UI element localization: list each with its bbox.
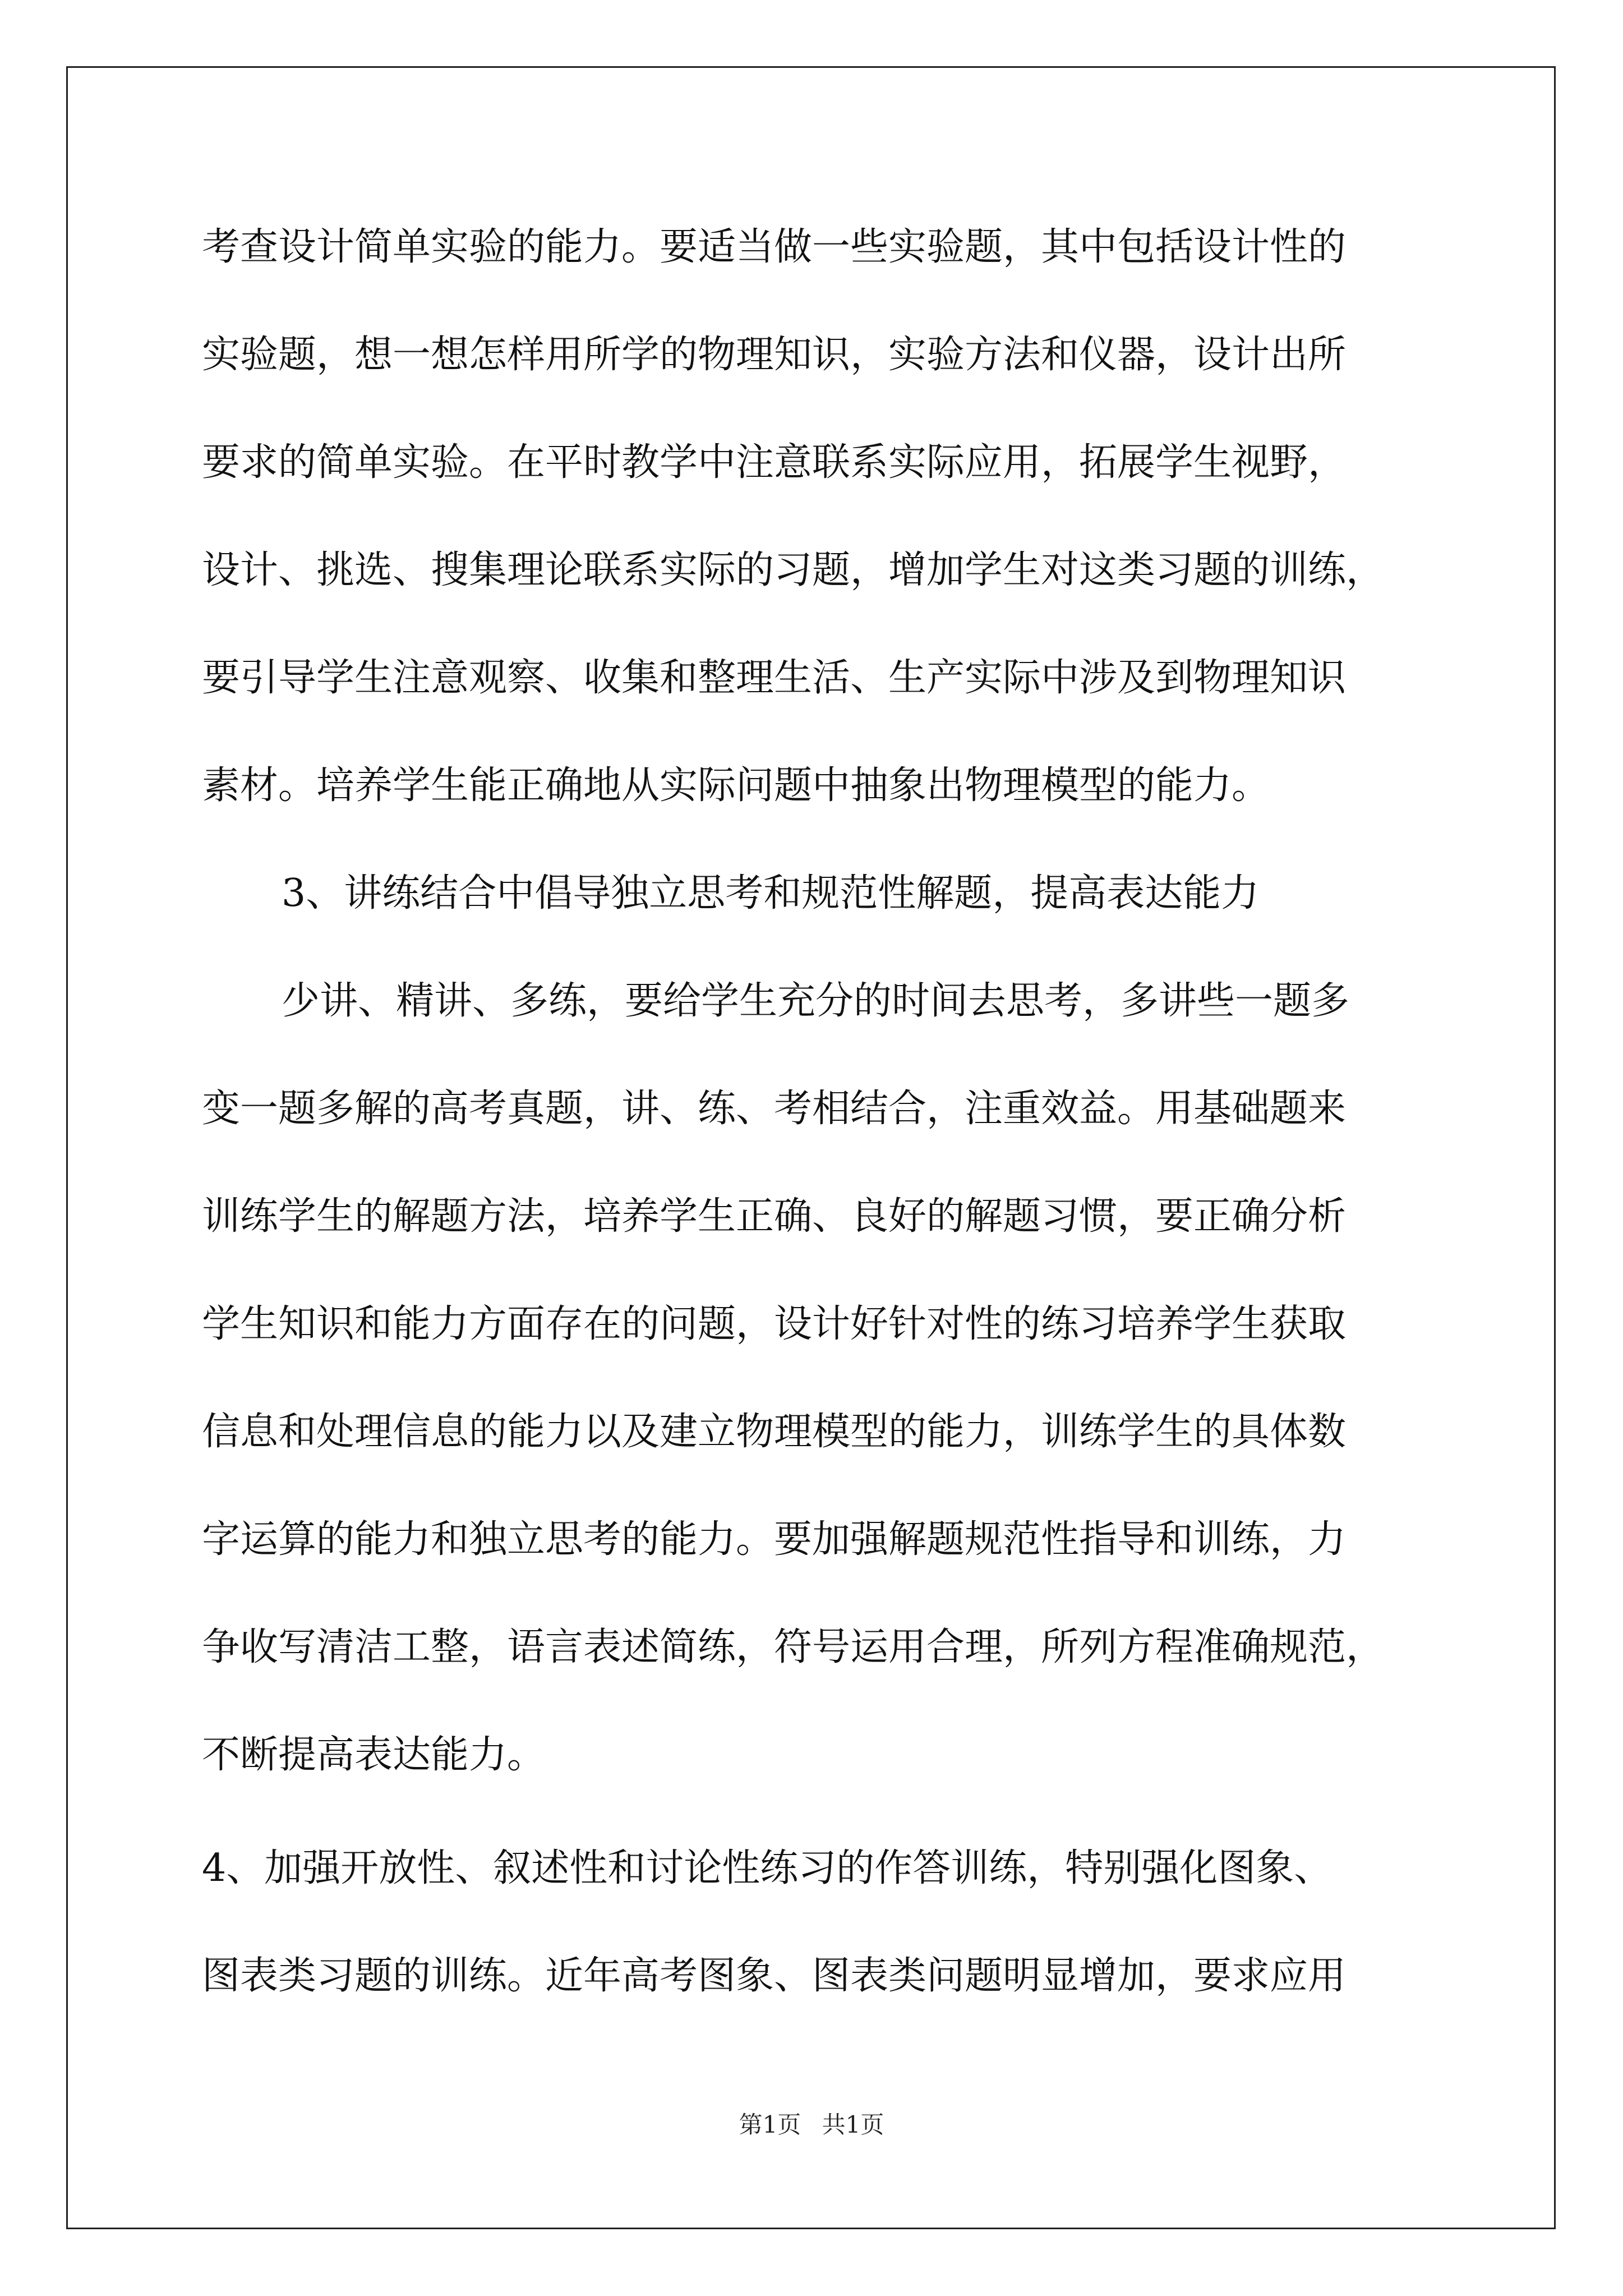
page-number: 第1页: [739, 2111, 801, 2138]
body-line: 字运算的能力和独立思考的能力。要加强解题规范性指导和训练，力: [202, 1517, 1347, 1562]
body-line: 信息和处理信息的能力以及建立物理模型的能力，训练学生的具体数: [202, 1410, 1347, 1454]
document-body: [202, 194, 1441, 2030]
body-line: 变一题多解的高考真题，讲、练、考相结合，注重效益。用基础题来: [202, 1087, 1347, 1131]
body-line: 学生知识和能力方面存在的问题，设计好针对性的练习培养学生获取: [202, 1302, 1347, 1346]
body-line: 争收写清洁工整，语言表述简练，符号运用合理，所列方程准确规范，: [202, 1625, 1385, 1669]
section-heading-3: 3、讲练结合中倡导独立思考和规范性解题，提高表达能力: [282, 871, 1260, 915]
body-line: 少讲、精讲、多练，要给学生充分的时间去思考，多讲些一题多: [282, 979, 1350, 1023]
page-total: 共1页: [822, 2111, 884, 2138]
body-line: 要引导学生注意观察、收集和整理生活、生产实际中涉及到物理知识: [202, 656, 1347, 700]
body-line: 素材。培养学生能正确地从实际问题中抽象出物理模型的能力。: [202, 763, 1270, 808]
body-line: 实验题，想一想怎样用所学的物理知识，实验方法和仪器，设计出所: [202, 333, 1347, 377]
body-line: 不断提高表达能力。: [202, 1733, 546, 1777]
body-line: 图表类习题的训练。近年高考图象、图表类问题明显增加，要求应用: [202, 1954, 1347, 1998]
body-line: 要求的简单实验。在平时教学中注意联系实际应用，拓展学生视野，: [202, 440, 1347, 485]
body-line: 考查设计简单实验的能力。要适当做一些实验题，其中包括设计性的: [202, 225, 1347, 269]
body-line: 训练学生的解题方法，培养学生正确、良好的解题习惯，要正确分析: [202, 1194, 1347, 1239]
body-line: 设计、挑选、搜集理论联系实际的习题，增加学生对这类习题的训练，: [202, 548, 1385, 592]
section-heading-4: 4、加强开放性、叙述性和讨论性练习的作答训练，特别强化图象、: [202, 1846, 1332, 1890]
page-footer: [0, 2106, 1623, 2140]
